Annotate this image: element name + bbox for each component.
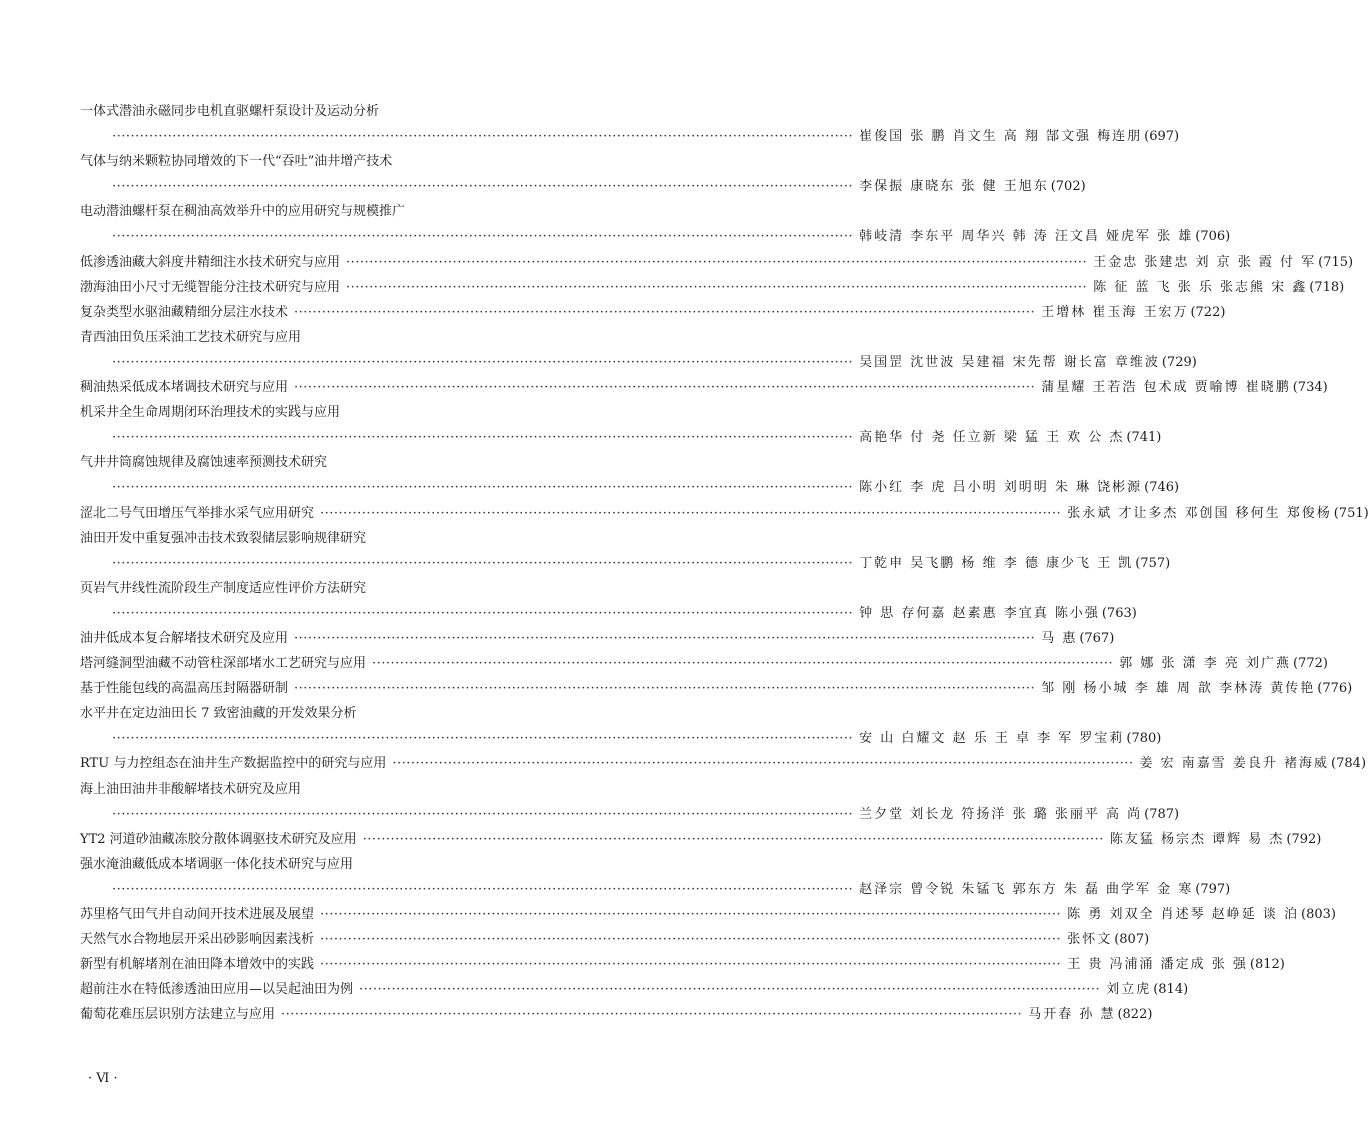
entry-title: YT2 河道砂油藏冻胶分散体调驱技术研究及应用 bbox=[80, 831, 357, 847]
toc-entry[interactable] bbox=[80, 526, 705, 551]
leader-dots: ································································································································································ bbox=[392, 756, 1134, 772]
leader-dots: ································································································································································ bbox=[294, 380, 1036, 396]
entry-page-number: (772) bbox=[1292, 656, 1328, 672]
toc-entry[interactable] bbox=[80, 250, 1354, 275]
toc-entry[interactable] bbox=[80, 651, 1328, 676]
leader-dots: ································································································································································ bbox=[112, 605, 854, 621]
leader-dots: ································································································································································ bbox=[112, 731, 854, 747]
entry-title: 机采井全生命周期闭环治理技术的实践与应用 bbox=[80, 405, 341, 421]
entry-page-number: (715) bbox=[1318, 254, 1354, 270]
entry-page-number: (792) bbox=[1286, 831, 1322, 847]
page-number-value: 751 bbox=[1338, 505, 1364, 521]
entry-authors: 蒲星耀 王若浩 包术成 贾喻博 崔晓鹏 bbox=[1041, 380, 1291, 396]
page-number-value: 787 bbox=[1149, 806, 1175, 822]
entry-title: 青西油田负压采油工艺技术研究与应用 bbox=[80, 329, 302, 345]
toc-entry[interactable] bbox=[80, 626, 1115, 651]
page-number-value: 776 bbox=[1322, 681, 1348, 697]
entry-page-number: (746) bbox=[1144, 480, 1180, 496]
entry-authors: 韩岐清 李东平 周华兴 韩 涛 汪文昌 娅虎军 张 雄 bbox=[859, 229, 1194, 245]
toc-entry[interactable] bbox=[80, 952, 1285, 977]
entry-authors: 陈 征 蓝 飞 张 乐 张志熊 宋 鑫 bbox=[1093, 279, 1308, 295]
toc-entry-continuation bbox=[80, 174, 1086, 199]
leader-dots: ································································································································································ bbox=[112, 354, 854, 370]
page-number-value: 741 bbox=[1131, 430, 1157, 446]
leader-dots: ································································································································································ bbox=[112, 480, 854, 496]
leader-dots: ································································································································································ bbox=[112, 430, 854, 446]
entry-title: 气井井筒腐蚀规律及腐蚀速率预测技术研究 bbox=[80, 455, 328, 471]
leader-dots: ································································································································································ bbox=[346, 279, 1088, 295]
entry-title: 新型有机解堵剂在油田降本增效中的实践 bbox=[80, 957, 315, 973]
entry-authors: 刘立虎 bbox=[1106, 982, 1152, 998]
entry-title: 海上油田油井非酸解堵技术研究及应用 bbox=[80, 781, 302, 797]
leader-dots: ································································································································································ bbox=[112, 229, 854, 245]
page-number-value: 697 bbox=[1149, 129, 1175, 145]
entry-title: 渤海油田小尺寸无缆智能分注技术研究与应用 bbox=[80, 279, 341, 295]
leader-dots: ································································································································································ bbox=[112, 555, 854, 571]
entry-page-number: (729) bbox=[1161, 354, 1197, 370]
entry-page-number: (751) bbox=[1333, 505, 1369, 521]
toc-entry[interactable] bbox=[80, 400, 705, 425]
toc-entry[interactable] bbox=[80, 827, 1322, 852]
page-number-value: 812 bbox=[1254, 957, 1280, 973]
entry-page-number: (718) bbox=[1309, 279, 1345, 295]
page-number-value: 822 bbox=[1122, 1007, 1148, 1023]
entry-page-number: (741) bbox=[1126, 430, 1162, 446]
entry-authors: 姜 宏 南嘉雪 姜良升 褚海威 bbox=[1139, 756, 1330, 772]
toc-entry-continuation bbox=[80, 877, 1231, 902]
toc-entry-continuation bbox=[80, 350, 1197, 375]
entry-page-number: (803) bbox=[1300, 907, 1336, 922]
toc-entry[interactable] bbox=[80, 450, 705, 475]
entry-authors: 王 贵 冯浦涌 潘定成 张 强 bbox=[1067, 957, 1248, 973]
page-number-value: 792 bbox=[1291, 831, 1317, 847]
entry-title: 油田开发中重复强冲击技术致裂储层影响规律研究 bbox=[80, 530, 367, 546]
entry-authors: 高艳华 付 尧 任立新 梁 猛 王 欢 公 杰 bbox=[859, 430, 1125, 446]
entry-page-number: (702) bbox=[1050, 179, 1086, 195]
toc-entry[interactable] bbox=[80, 199, 705, 224]
entry-title: 页岩气井线性流阶段生产制度适应性评价方法研究 bbox=[80, 580, 367, 596]
leader-dots: ································································································································································ bbox=[294, 304, 1036, 320]
entry-authors: 赵泽宗 曾令锐 朱锰飞 郭东方 朱 磊 曲学军 金 寒 bbox=[859, 881, 1194, 897]
entry-title: 气体与纳米颗粒协同增效的下一代“吞吐”油井增产技术 bbox=[80, 154, 393, 170]
entry-title: 稠油热采低成本堵调技术研究与应用 bbox=[80, 380, 289, 396]
entry-title: 低渗透油藏大斜度井精细注水技术研究与应用 bbox=[80, 254, 341, 270]
entry-page-number: (822) bbox=[1117, 1007, 1153, 1023]
toc-entry-continuation bbox=[80, 425, 1162, 450]
toc-entry[interactable] bbox=[80, 300, 1226, 325]
page-number-value: 814 bbox=[1158, 982, 1184, 998]
leader-dots: ································································································································································ bbox=[294, 630, 1036, 646]
page-number-value: 729 bbox=[1166, 354, 1192, 370]
toc-entry[interactable] bbox=[80, 576, 705, 601]
entry-title: 超前注水在特低渗透油田应用—以吴起油田为例 bbox=[80, 982, 354, 998]
toc-entry-continuation bbox=[80, 551, 1171, 576]
page-number-value: 702 bbox=[1055, 179, 1081, 195]
entry-title: 水平井在定边油田长 7 致密油藏的开发效果分析 bbox=[80, 706, 357, 722]
leader-dots: ································································································································································ bbox=[112, 129, 854, 145]
leader-dots: ································································································································································ bbox=[112, 179, 854, 195]
toc-entry[interactable] bbox=[80, 375, 1328, 400]
entry-title: 强水淹油藏低成本堵调驱一体化技术研究与应用 bbox=[80, 856, 354, 872]
toc-entry[interactable] bbox=[80, 501, 1369, 526]
table-of-contents bbox=[80, 99, 1369, 1027]
entry-page-number: (780) bbox=[1126, 731, 1162, 747]
entry-title: 基于性能包线的高温高压封隔器研制 bbox=[80, 681, 289, 697]
entry-page-number: (784) bbox=[1331, 756, 1367, 772]
toc-entry[interactable] bbox=[80, 325, 705, 350]
toc-entry-continuation bbox=[80, 802, 1180, 827]
leader-dots: ································································································································································ bbox=[320, 957, 1062, 973]
entry-authors: 陈友猛 杨宗杰 谭辉 易 杰 bbox=[1109, 831, 1285, 847]
entry-authors: 郭 娜 张 潇 李 亮 刘广燕 bbox=[1119, 656, 1291, 672]
entry-title: 一体式潜油永磁同步电机直驱螺杆泵设计及运动分析 bbox=[80, 104, 380, 119]
leader-dots: ································································································································································ bbox=[281, 1007, 1023, 1023]
toc-entry[interactable] bbox=[80, 275, 1345, 300]
page-number-value: 767 bbox=[1084, 630, 1110, 646]
entry-authors: 张怀文 bbox=[1067, 932, 1113, 948]
page-number-value: 757 bbox=[1140, 555, 1166, 571]
entry-page-number: (697) bbox=[1144, 129, 1180, 145]
entry-title: 天然气水合物地层开采出砂影响因素浅析 bbox=[80, 932, 315, 948]
entry-page-number: (814) bbox=[1153, 982, 1189, 998]
toc-entry[interactable] bbox=[80, 701, 705, 726]
page-folio: · Ⅵ · bbox=[88, 1071, 118, 1086]
entry-page-number: (763) bbox=[1101, 605, 1137, 621]
leader-dots: ································································································································································ bbox=[359, 982, 1101, 998]
leader-dots: ································································································································································ bbox=[320, 932, 1062, 948]
page-number-value: 763 bbox=[1106, 605, 1132, 621]
leader-dots: ································································································································································ bbox=[294, 681, 1036, 697]
toc-entry-continuation bbox=[80, 726, 1162, 751]
entry-page-number: (787) bbox=[1144, 806, 1180, 822]
page-number-value: 718 bbox=[1314, 279, 1340, 295]
page-number-value: 807 bbox=[1119, 932, 1145, 948]
toc-entry[interactable] bbox=[80, 777, 705, 802]
entry-page-number: (807) bbox=[1114, 932, 1150, 948]
toc-entry-continuation bbox=[80, 224, 1231, 249]
entry-authors: 钟 思 存何嘉 赵素惠 李宜真 陈小强 bbox=[859, 605, 1100, 621]
entry-authors: 王金忠 张建忠 刘 京 张 霞 付 军 bbox=[1093, 254, 1317, 270]
entry-authors: 邹 刚 杨小城 李 雄 周 歆 李林涛 黄传艳 bbox=[1041, 681, 1316, 697]
page-number-value: 784 bbox=[1336, 756, 1361, 772]
toc-entry[interactable] bbox=[80, 99, 705, 124]
page-number-value: 803 bbox=[1306, 907, 1331, 922]
entry-authors: 李保振 康晓东 张 健 王旭东 bbox=[859, 179, 1049, 195]
entry-page-number: (757) bbox=[1135, 555, 1171, 571]
entry-title: 电动潜油螺杆泵在稠油高效举升中的应用研究与规模推广 bbox=[80, 204, 406, 220]
entry-authors: 崔俊国 张 鹏 肖文生 高 翔 郜文强 梅连朋 bbox=[859, 129, 1143, 145]
entry-page-number: (797) bbox=[1195, 881, 1231, 897]
entry-authors: 王增林 崔玉海 王宏万 bbox=[1041, 304, 1189, 320]
toc-entry[interactable] bbox=[80, 902, 1336, 927]
page-number-value: 734 bbox=[1297, 380, 1323, 396]
toc-entry[interactable] bbox=[80, 751, 1367, 776]
toc-entry[interactable] bbox=[80, 676, 1353, 701]
toc-entry-continuation bbox=[80, 475, 1180, 500]
leader-dots: ································································································································································ bbox=[112, 806, 854, 822]
leader-dots: ································································································································································ bbox=[372, 656, 1114, 672]
toc-entry-continuation bbox=[80, 601, 1137, 626]
page-number-value: 706 bbox=[1200, 229, 1226, 245]
entry-authors: 安 山 白耀文 赵 乐 王 卓 李 军 罗宝莉 bbox=[859, 731, 1125, 747]
leader-dots: ································································································································································ bbox=[320, 505, 1062, 521]
entry-title: 油井低成本复合解堵技术研究及应用 bbox=[80, 630, 289, 646]
entry-title: 塔河缝洞型油藏不动管柱深部堵水工艺研究与应用 bbox=[80, 656, 367, 672]
toc-entry[interactable] bbox=[80, 977, 1189, 1002]
leader-dots: ································································································································································ bbox=[346, 254, 1088, 270]
entry-title: 葡萄花难压层识别方法建立与应用 bbox=[80, 1007, 276, 1023]
page-number-value: 797 bbox=[1200, 881, 1226, 897]
entry-title: RTU 与力控组态在油井生产数据监控中的研究与应用 bbox=[80, 756, 387, 772]
entry-authors: 吴国罡 沈世波 吴建福 宋先帮 谢长富 章维波 bbox=[859, 354, 1160, 370]
entry-authors: 陈 勇 刘双全 肖述琴 赵峥延 谈 泊 bbox=[1067, 907, 1299, 922]
page-number-value: 772 bbox=[1298, 656, 1323, 672]
leader-dots: ································································································································································ bbox=[362, 831, 1104, 847]
entry-authors: 兰夕堂 刘长龙 符扬洋 张 璐 张丽平 高 尚 bbox=[859, 806, 1143, 822]
page-number-value: 722 bbox=[1195, 304, 1221, 320]
entry-authors: 丁乾申 吴飞鹏 杨 维 李 德 康少飞 王 凯 bbox=[859, 555, 1134, 571]
entry-page-number: (767) bbox=[1079, 630, 1115, 646]
entry-authors: 马开春 孙 慧 bbox=[1028, 1007, 1116, 1023]
toc-entry[interactable] bbox=[80, 927, 1150, 952]
leader-dots: ································································································································································ bbox=[112, 881, 854, 897]
entry-page-number: (812) bbox=[1249, 957, 1285, 973]
entry-title: 复杂类型水驱油藏精细分层注水技术 bbox=[80, 304, 289, 320]
entry-page-number: (776) bbox=[1317, 681, 1353, 697]
entry-title: 涩北二号气田增压气举排水采气应用研究 bbox=[80, 505, 315, 521]
page-number-value: 715 bbox=[1323, 254, 1349, 270]
entry-page-number: (722) bbox=[1190, 304, 1226, 320]
toc-entry[interactable] bbox=[80, 852, 705, 877]
page-number-value: 746 bbox=[1149, 480, 1175, 496]
toc-entry[interactable] bbox=[80, 1002, 1153, 1027]
toc-entry-continuation bbox=[80, 124, 1180, 149]
entry-title: 苏里格气田气井自动间开技术进展及展望 bbox=[80, 907, 315, 922]
entry-authors: 陈小红 李 虎 吕小明 刘明明 朱 琳 饶彬源 bbox=[859, 480, 1143, 496]
entry-authors: 马 惠 bbox=[1041, 630, 1078, 646]
page-number-value: 780 bbox=[1131, 731, 1157, 747]
leader-dots: ································································································································································ bbox=[320, 907, 1062, 922]
entry-page-number: (706) bbox=[1195, 229, 1231, 245]
entry-page-number: (734) bbox=[1292, 380, 1328, 396]
toc-entry[interactable] bbox=[80, 149, 705, 174]
entry-authors: 张永斌 才让多杰 邓创国 移何生 郑俊杨 bbox=[1067, 505, 1332, 521]
